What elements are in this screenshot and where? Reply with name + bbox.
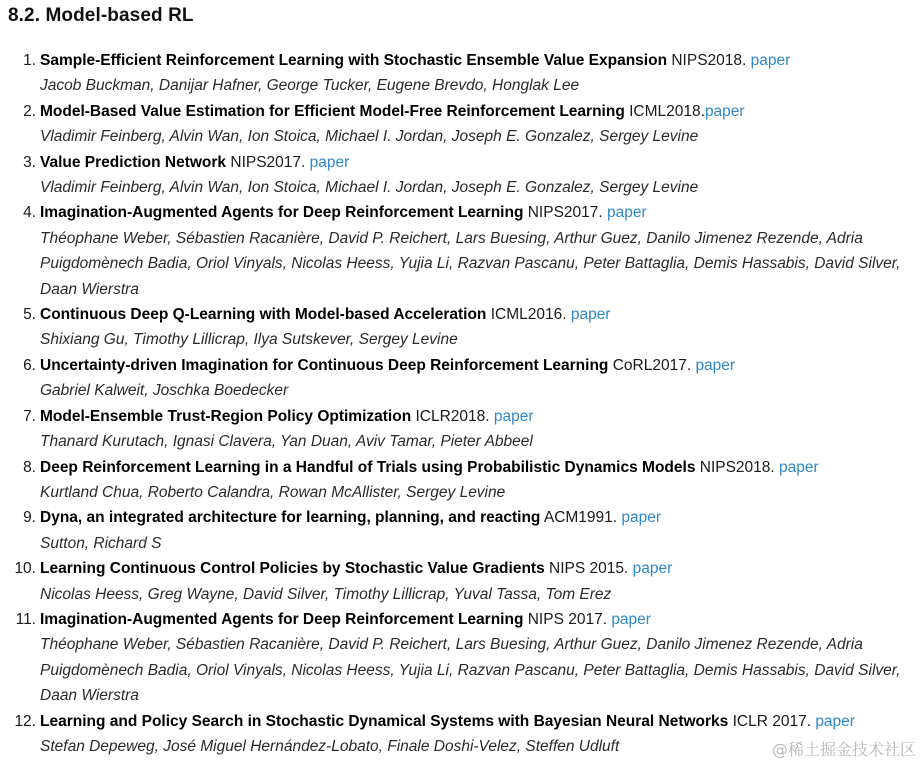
- paper-link[interactable]: paper: [309, 153, 350, 171]
- paper-authors: Kurtland Chua, Roberto Calandra, Rowan McAllister, Sergey Levine: [40, 483, 506, 501]
- paper-venue: NIPS2018.: [695, 458, 780, 476]
- paper-link[interactable]: paper: [607, 204, 647, 222]
- item-number: 2.: [23, 102, 36, 120]
- list-item: [0, 455, 922, 506]
- item-number: 9.: [23, 509, 36, 527]
- paper-link[interactable]: paper: [695, 356, 736, 374]
- item-number: 8.: [23, 458, 36, 476]
- list-item: [0, 607, 922, 709]
- paper-link[interactable]: paper: [632, 560, 673, 578]
- paper-venue: NIPS 2017.: [523, 610, 612, 628]
- list-item: [0, 302, 922, 353]
- paper-authors: Stefan Depeweg, José Miguel Hernández-Lobato, Finale Doshi-Velez, Steffen Udluft: [40, 737, 620, 755]
- item-number: 7.: [23, 407, 36, 425]
- list-item: [0, 556, 922, 607]
- paper-title: Deep Reinforcement Learning in a Handful of Trials using Probabilistic Dynamics Models: [40, 458, 696, 476]
- list-item: [0, 353, 922, 404]
- list-item: [0, 150, 922, 201]
- paper-authors: Jacob Buckman, Danijar Hafner, George Tucker, Eugene Brevdo, Honglak Lee: [40, 77, 580, 95]
- paper-link[interactable]: paper: [704, 102, 745, 120]
- paper-venue: NIPS2017.: [523, 204, 607, 222]
- paper-venue: ICLR2018.: [411, 407, 494, 425]
- paper-authors: Théophane Weber, Sébastien Racanière, David P. Reichert, Lars Buesing, Arthur Guez, Danilo Jimenez Rezende, Adria Puigdomènech Badia, Oriol Vinyals, Nicolas Heess, Yujia Li, Razvan Pascanu, Peter Battaglia, Demis Hassabis, David Silver, Daan Wierstra: [40, 229, 901, 298]
- paper-authors: Thanard Kurutach, Ignasi Clavera, Yan Duan, Aviv Tamar, Pieter Abbeel: [40, 433, 533, 451]
- paper-venue: ICML2016.: [486, 306, 571, 324]
- paper-authors: Sutton, Richard S: [40, 534, 162, 552]
- paper-authors: Théophane Weber, Sébastien Racanière, David P. Reichert, Lars Buesing, Arthur Guez, Danilo Jimenez Rezende, Adria Puigdomènech Badia, Oriol Vinyals, Nicolas Heess, Yujia Li, Razvan Pascanu, Peter Battaglia, Demis Hassabis, David Silver, Daan Wierstra: [40, 636, 901, 705]
- paper-authors: Shixiang Gu, Timothy Lillicrap, Ilya Sutskever, Sergey Levine: [40, 331, 458, 349]
- list-item: [0, 99, 922, 150]
- paper-venue: ICML2018.: [624, 102, 705, 120]
- paper-title: Value Prediction Network: [40, 153, 227, 171]
- list-item: [0, 200, 922, 302]
- paper-title: Learning and Policy Search in Stochastic Dynamical Systems with Bayesian Neural Networks: [40, 712, 729, 730]
- list-item: [0, 505, 922, 556]
- paper-authors: Nicolas Heess, Greg Wayne, David Silver, Timothy Lillicrap, Yuval Tassa, Tom Erez: [40, 585, 612, 603]
- paper-authors: Vladimir Feinberg, Alvin Wan, Ion Stoica, Michael I. Jordan, Joseph E. Gonzalez, Sergey Levine: [40, 179, 699, 197]
- paper-venue: NIPS2017.: [226, 153, 310, 171]
- item-number: 5.: [23, 306, 36, 324]
- paper-title: Dyna, an integrated architecture for learning, planning, and reacting: [40, 509, 541, 527]
- paper-link[interactable]: paper: [621, 509, 662, 527]
- paper-authors: Gabriel Kalweit, Joschka Boedecker: [40, 382, 289, 400]
- paper-title: Continuous Deep Q-Learning with Model-based Acceleration: [40, 306, 487, 324]
- paper-link[interactable]: paper: [611, 610, 651, 628]
- list-item: [0, 48, 922, 99]
- paper-link[interactable]: paper: [570, 306, 611, 324]
- paper-venue: NIPS2018.: [667, 52, 751, 69]
- paper-title: Model-Ensemble Trust-Region Policy Optimization: [40, 407, 412, 425]
- list-item: [0, 404, 922, 455]
- item-number: 6.: [23, 356, 36, 374]
- paper-title: Imagination-Augmented Agents for Deep Reinforcement Learning: [40, 610, 524, 628]
- section-title: 8.2. Model-based RL: [8, 5, 194, 26]
- paper-title: Uncertainty-driven Imagination for Continuous Deep Reinforcement Learning: [40, 356, 609, 374]
- paper-link[interactable]: paper: [815, 712, 855, 730]
- paper-venue: NIPS 2015.: [544, 560, 633, 578]
- paper-link[interactable]: paper: [779, 458, 819, 476]
- item-number: 12.: [14, 712, 36, 730]
- item-number: 1.: [23, 52, 36, 69]
- paper-link[interactable]: paper: [750, 52, 791, 69]
- item-number: 10.: [14, 560, 36, 578]
- paper-venue: CoRL2017.: [608, 356, 696, 374]
- item-number: 3.: [23, 153, 36, 171]
- paper-list: [0, 48, 922, 759]
- item-number: 11.: [15, 610, 36, 628]
- item-number: 4.: [23, 204, 36, 222]
- paper-title: Sample-Efficient Reinforcement Learning with Stochastic Ensemble Value Expansion: [40, 52, 668, 69]
- paper-title: Learning Continuous Control Policies by Stochastic Value Gradients: [40, 560, 545, 578]
- paper-title: Imagination-Augmented Agents for Deep Reinforcement Learning: [40, 204, 524, 222]
- paper-authors: Vladimir Feinberg, Alvin Wan, Ion Stoica, Michael I. Jordan, Joseph E. Gonzalez, Sergey Levine: [40, 128, 699, 146]
- paper-venue: ICLR 2017.: [728, 712, 816, 730]
- paper-venue: ACM1991.: [540, 509, 622, 527]
- watermark: @稀土掘金技术社区: [771, 740, 916, 759]
- paper-title: Model-Based Value Estimation for Efficient Model-Free Reinforcement Learning: [40, 102, 625, 120]
- paper-link[interactable]: paper: [493, 407, 534, 425]
